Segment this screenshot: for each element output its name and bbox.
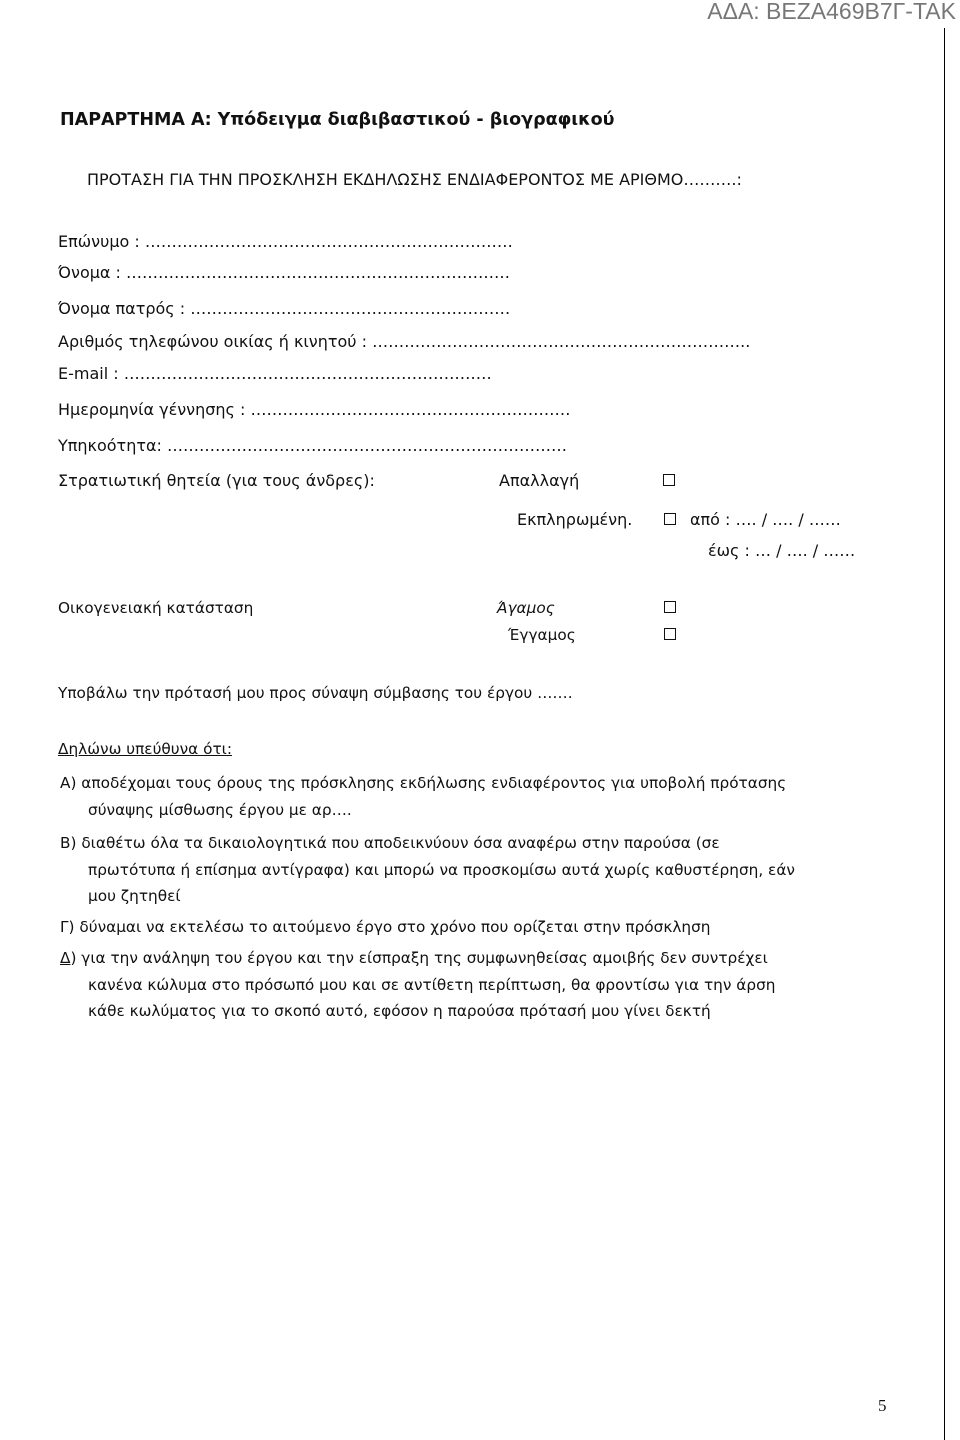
declare-label-text: Δηλώνω υπεύθυνα ότι:	[58, 740, 233, 758]
ada-code: ΑΔΑ: ΒΕΖΑ469Β7Γ-ΤΑΚ	[707, 0, 956, 24]
declaration-d-line1-text: ) για την ανάληψη του έργου και την είσπραξη της συμφωνηθείσας αμοιβής δεν συντρέχει	[70, 949, 768, 967]
military-completed-label: Εκπληρωμένη.	[517, 510, 633, 529]
declare-label	[58, 740, 232, 758]
declaration-b-line3: μου ζητηθεί	[88, 887, 181, 905]
email-field[interactable]: E-mail : ……………………………………………………………	[58, 364, 492, 383]
right-margin-line	[944, 28, 945, 1440]
surname-field[interactable]: Επώνυμο : ……………………………………………………………	[58, 232, 513, 251]
family-status-label: Οικογενειακή κατάσταση	[58, 599, 254, 617]
declaration-a-line1: Α) αποδέχομαι τους όρους της πρόσκλησης εκδήλωσης ενδιαφέροντος για υποβολή πρότασης	[60, 774, 787, 792]
declaration-d-line1	[60, 949, 768, 967]
declaration-b-line2: πρωτότυπα ή επίσημα αντίγραφα) και μπορώ να προσκομίσω αυτά χωρίς καθυστέρηση, εάν	[88, 860, 795, 879]
birth-date-field[interactable]: Ημερομηνία γέννησης : ……………………………………………………	[58, 400, 571, 419]
submit-statement: Υποβάλω την πρότασή μου προς σύναψη σύμβασης του έργου …….	[58, 684, 573, 702]
page-subtitle: ΠΡΟΤΑΣΗ ΓΙΑ ΤΗΝ ΠΡΟΣΚΛΗΣΗ ΕΚΔΗΛΩΣΗΣ ΕΝΔΙΑΦΕΡΟΝΤΟΣ ΜΕ ΑΡΙΘΜΟ……….:	[87, 170, 742, 189]
family-married-label: Έγγαμος	[508, 626, 576, 644]
military-service-label: Στρατιωτική θητεία (για τους άνδρες):	[58, 471, 375, 490]
phone-field[interactable]: Αριθμός τηλεφώνου οικίας ή κινητού : ……………………………………………………………..	[58, 332, 751, 351]
family-married-checkbox[interactable]	[664, 628, 676, 640]
military-exempt-checkbox[interactable]	[663, 474, 675, 486]
declaration-d-letter: Δ	[60, 949, 71, 967]
declaration-d	[60, 945, 888, 1025]
page-number: 5	[878, 1396, 887, 1415]
nationality-field[interactable]: Υπηκοότητα: …………………………………………………………………	[58, 436, 567, 455]
military-from-date[interactable]: από : …. / …. / ……	[690, 510, 841, 529]
military-exempt-label: Απαλλαγή	[499, 471, 580, 490]
family-single-label: Άγαμος	[497, 599, 555, 617]
declaration-c-line1: Γ) δύναμαι να εκτελέσω το αιτούμενο έργο στο χρόνο που ορίζεται στην πρόσκληση	[60, 918, 711, 936]
declaration-b-line1: Β) διαθέτω όλα τα δικαιολογητικά που αποδεικνύουν όσα αναφέρω στην παρούσα (σε	[60, 834, 720, 852]
declaration-a	[60, 770, 888, 823]
military-completed-checkbox[interactable]	[664, 513, 676, 525]
family-single-checkbox[interactable]	[664, 601, 676, 613]
declaration-d-line2: κανένα κώλυμα στο πρόσωπό μου και σε αντίθετη περίπτωση, θα φροντίσω για την άρση	[88, 975, 776, 994]
military-to-date[interactable]: έως : … / …. / ……	[708, 541, 856, 560]
declaration-d-line3: κάθε κωλύματος για το σκοπό αυτό, εφόσον η παρούσα πρότασή μου γίνει δεκτή	[88, 1002, 711, 1020]
name-field[interactable]: Όνομα : ………………………………………………………………	[58, 263, 511, 282]
father-name-field[interactable]: Όνομα πατρός : ……………………………………………………	[58, 299, 511, 318]
declaration-a-line2: σύναψης μίσθωσης έργου με αρ….	[88, 800, 352, 819]
declaration-b	[60, 830, 888, 910]
page-title: ΠΑΡΑΡΤΗΜΑ Α: Υπόδειγμα διαβιβαστικού - βιογραφικού	[60, 110, 615, 130]
declaration-c	[60, 914, 888, 941]
